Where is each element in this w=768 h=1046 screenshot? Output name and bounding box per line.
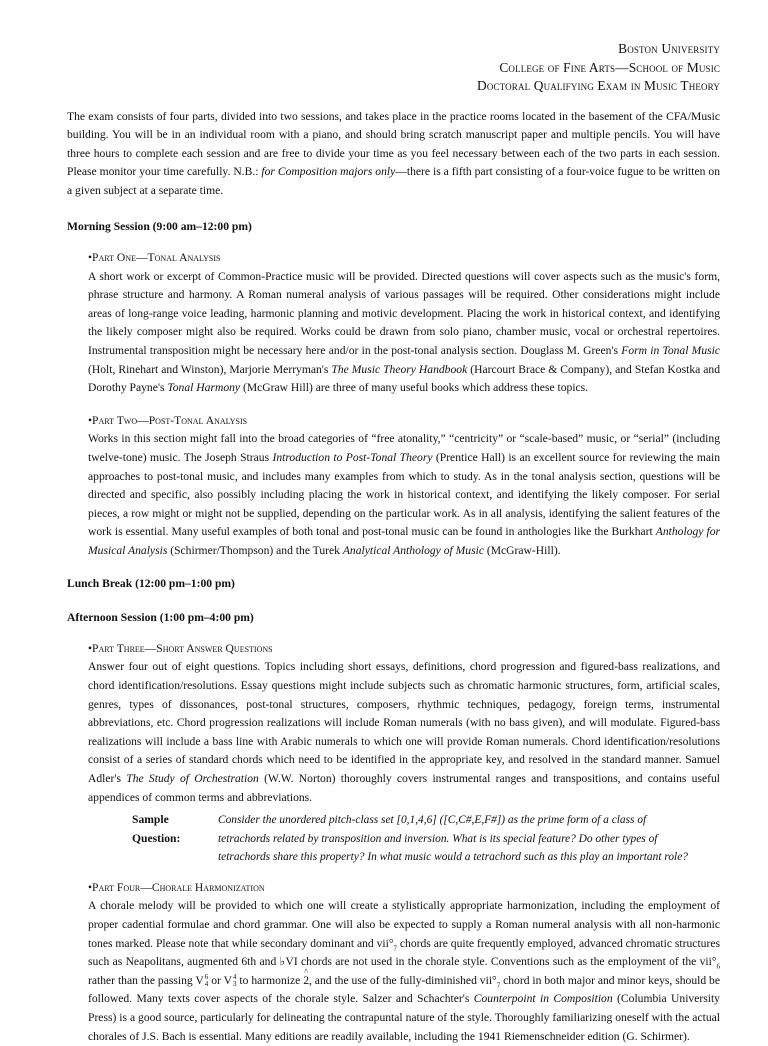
sample-question-text: Consider the unordered pitch-class set [0,1,4,6] ([C,C#,E,F#]) as the prime form of a class of tetrachords related by transposition and inversion. What is its special feature? Do other types of tetrachords share this property? In what music would a tetrachord such as this play an important role? bbox=[218, 814, 688, 864]
part-four-text: rather than the passing V bbox=[88, 973, 204, 987]
figure-top: 6 bbox=[204, 973, 209, 982]
part-three-text: (W.W. Norton) thoroughly covers instrumental ranges and transpositions, and contains useful appendices of common terms and abbreviations. bbox=[88, 771, 720, 804]
part-four-title: •Part Four—Chorale Harmonization bbox=[88, 880, 265, 894]
chord-subscript: 6 bbox=[716, 962, 720, 971]
part-one-section bbox=[88, 249, 720, 398]
part-four-text: chord in both major and minor keys, should be followed. Many texts cover aspects of the chorale style. Salzer and Schachter's bbox=[88, 973, 720, 1006]
document-header bbox=[67, 40, 720, 96]
book-title: Form in Tonal Music bbox=[621, 344, 720, 358]
part-two-title: •Part Two—Post-Tonal Analysis bbox=[88, 413, 248, 427]
part-four-text: (Columbia University Press) is a good source, particularly for delineating the contrapuntal nature of the style. Thoroughly familiarizing oneself with the actual chorales of J.S. Bach is essential. Many editions are readily available, including the 1941 Riemenschneider edition (G. Schirmer). bbox=[88, 992, 720, 1043]
part-two-text: (Schirmer/Thompson) and the Turek bbox=[167, 543, 343, 557]
college-name: College of Fine Arts—School of Music bbox=[499, 59, 720, 75]
chord-subscript: 7 bbox=[496, 981, 501, 990]
part-one-body bbox=[88, 268, 720, 398]
part-one-text: (Holt, Rinehart and Winston), Marjorie Merryman's bbox=[88, 362, 332, 376]
figure-bottom: 3 bbox=[232, 980, 237, 989]
part-two-text: Works in this section might fall into the broad categories of “free atonality,” “centricity” or “scale-based” music, or “serial” (including twelve-tone) music. The Joseph Straus bbox=[88, 432, 720, 464]
caret-mark: ^ bbox=[304, 966, 308, 976]
book-title: The Music Theory Handbook bbox=[331, 362, 468, 376]
part-one-text: (McGraw Hill) are three of many useful books which address these topics. bbox=[240, 381, 589, 395]
afternoon-session-heading: Afternoon Session (1:00 pm–4:00 pm) bbox=[67, 611, 254, 625]
part-four-text: to harmonize bbox=[236, 973, 304, 987]
scale-degree bbox=[303, 966, 309, 991]
part-four-text: , and the use of the fully-diminished vii° bbox=[308, 973, 497, 987]
part-one-text: (Harcourt Brace & Company), and Stefan Kostka and Dorothy Payne's bbox=[88, 362, 720, 395]
sample-question bbox=[132, 811, 720, 867]
intro-tail: —there is a fifth part consisting of a four-voice fugue to be written on a given subject at a separate time. bbox=[67, 165, 720, 197]
university-name: Boston University bbox=[618, 41, 720, 56]
chord-subscript: 7 bbox=[393, 943, 397, 952]
sample-question-label: Sample Question: bbox=[132, 813, 181, 845]
intro-text: The exam consists of four parts, divided into two sessions, and takes place in the practice rooms located in the basement of the CFA/Music building. You will be in an individual room with a piano, and should bring scratch manuscript paper and multiple pencils. You will have three hours to complete each session and are free to divide your time as you feel necessary between each of the two parts in each session. Please monitor your time carefully. N.B.: bbox=[67, 109, 720, 179]
part-two-text: (Prentice Hall) is an excellent source for reviewing the main approaches to post-tonal music, and includes many examples from which to study. As in the tonal analysis section, questions will be directed and specific, also possibly including placing the work in historical context, and identifying the likely composer. For serial pieces, a row might or might not be supplied, depending on the particular work. As in all analysis, identifying the salient features of the work is essential. Many useful examples of both tonal and post-tonal music can be found in anthologies like the Burkhart bbox=[88, 451, 721, 539]
lunch-break-heading: Lunch Break (12:00 pm–1:00 pm) bbox=[67, 576, 235, 590]
part-two-text: (McGraw-Hill). bbox=[483, 543, 561, 557]
book-title: Analytical Anthology of Music bbox=[342, 543, 484, 557]
morning-session-heading: Morning Session (9:00 am–12:00 pm) bbox=[67, 220, 252, 234]
book-title: Counterpoint in Composition bbox=[473, 992, 613, 1006]
scale-degree-number: 2 bbox=[303, 973, 309, 987]
part-three-section bbox=[88, 640, 720, 867]
book-title: Anthology for Musical Analysis bbox=[88, 525, 720, 557]
part-four-text: A chorale melody will be provided to which one will create a stylistically appropriate harmonization, including the employment of proper cadential formulae and chord grammar. One will also be expected to supply a Roman numeral analysis with all non-harmonic tones marked. Please note that while secondary dominant and vii° bbox=[88, 899, 720, 950]
part-four-section bbox=[88, 879, 720, 1046]
book-title: Introduction to Post-Tonal Theory bbox=[272, 451, 433, 464]
intro-paragraph bbox=[67, 108, 720, 201]
part-two-section bbox=[88, 412, 720, 561]
book-title: Tonal Harmony bbox=[167, 381, 241, 395]
part-three-body bbox=[88, 658, 720, 807]
book-title: The Study of Orchestration bbox=[126, 771, 259, 785]
part-three-text: Answer four out of eight questions. Topics including short essays, definitions, chord progression and figured-bass realizations, and chord identification/resolutions. Essay questions might include subjects such as chromatic harmonic structures, form, artificial scales, genres, types of dissonances, post-tonal structures, composers, rhythmic techniques, pedagogy, foreign terms, instrumental abbreviations, etc. Chord progression realizations will include Roman numerals (with no bass given), and will modulate. Figured-bass realizations will include a bass line with Arabic numerals to which one will provide Roman numerals. Chord identification/resolutions consist of a series of standard chords which need to be identified in the appropriate key, and resolved in the standard manner. Samuel Adler's bbox=[88, 660, 720, 785]
part-one-title: •Part One—Tonal Analysis bbox=[88, 251, 221, 265]
part-two-body bbox=[88, 430, 720, 560]
figure-bottom: 4 bbox=[204, 980, 209, 989]
intro-emphasis: for Composition majors only bbox=[261, 165, 396, 179]
part-one-text: A short work or excerpt of Common-Practice music will be provided. Directed questions will cover aspects such as the music's form, phrase structure and harmony. A Roman numeral analysis of various passages will be required. Other considerations might include areas of long-range voice leading, harmonic planning and motivic development. Placing the work in historical context, and identifying the likely composer might also be required. Works could be drawn from solo piano, chamber music, vocal or orchestral repertoires. Instrumental transposition might be necessary here and/or in the post-tonal analysis section. Douglass M. Green's bbox=[88, 269, 720, 358]
part-three-title: •Part Three—Short Answer Questions bbox=[88, 641, 273, 655]
part-four-text: chords are quite frequently employed, advanced chromatic structures such as Neapolitans, augmented 6th and ♭VI chords are not used in the chorale style. Conventions such as the employment of the vii° bbox=[88, 936, 720, 969]
exam-title: Doctoral Qualifying Exam in Music Theory bbox=[477, 78, 720, 93]
part-four-text: or V bbox=[208, 973, 232, 987]
part-four-body bbox=[88, 897, 720, 1046]
figure-top: 4 bbox=[232, 973, 237, 982]
